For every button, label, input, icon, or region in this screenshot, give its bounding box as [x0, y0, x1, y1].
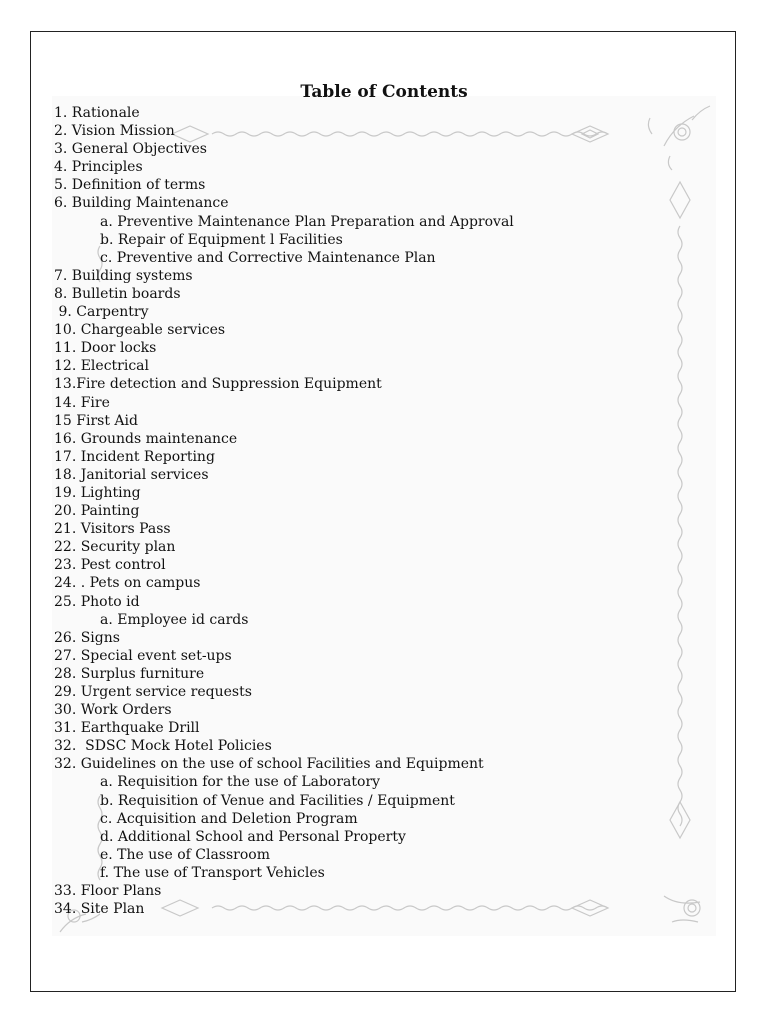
toc-entry: 22. Security plan: [54, 539, 176, 556]
toc-entry: 34. Site Plan: [54, 901, 145, 918]
toc-entry: 1. Rationale: [54, 105, 140, 121]
toc-entry: 6. Building Maintenance: [54, 195, 229, 212]
toc-entry: 8. Bulletin boards: [54, 285, 181, 302]
toc-entry: 4. Principles: [54, 159, 143, 176]
toc-entry: 23. Pest control: [54, 557, 166, 574]
toc-entry: 33. Floor Plans: [54, 883, 162, 900]
toc-entry: 31. Earthquake Drill: [54, 720, 200, 737]
table-of-contents: [54, 104, 514, 918]
toc-entry: 10. Chargeable services: [54, 322, 226, 339]
toc-entry: 7. Building systems: [54, 267, 193, 284]
toc-entry: 20. Painting: [54, 503, 140, 520]
toc-entry: 14. Fire: [54, 394, 110, 411]
toc-entry: 32. Guidelines on the use of school Facilities and Equipment: [54, 756, 484, 773]
toc-subentry: c. Preventive and Corrective Maintenance Plan: [100, 249, 436, 266]
toc-entry: 25. Photo id: [54, 593, 140, 610]
toc-entry: 12. Electrical: [54, 358, 149, 375]
toc-entry: 16. Grounds maintenance: [54, 430, 238, 447]
toc-entry: 15 First Aid: [54, 412, 138, 429]
toc-entry: 21. Visitors Pass: [54, 521, 171, 538]
toc-entry: 9. Carpentry: [54, 304, 149, 321]
toc-entry: 27. Special event set-ups: [54, 647, 232, 664]
toc-entry: 2. Vision Mission: [54, 123, 175, 140]
toc-entry: 11. Door locks: [54, 340, 157, 357]
toc-entry: 29. Urgent service requests: [54, 684, 252, 700]
toc-entry: 5. Definition of terms: [54, 177, 206, 194]
toc-entry: 24. . Pets on campus: [54, 575, 201, 592]
toc-entry: 26. Signs: [54, 629, 120, 646]
toc-entry: 32. SDSC Mock Hotel Policies: [54, 738, 272, 755]
toc-subentry: a. Requisition for the use of Laboratory: [100, 774, 381, 791]
toc-subentry: e. The use of Classroom: [100, 846, 271, 863]
toc-subentry: f. The use of Transport Vehicles: [100, 864, 325, 881]
toc-subentry: c. Acquisition and Deletion Program: [100, 810, 358, 827]
toc-entry: 28. Surplus furniture: [54, 665, 205, 682]
page-title: Table of Contents: [300, 82, 468, 102]
toc-entry: 30. Work Orders: [54, 702, 172, 719]
toc-entry: 17. Incident Reporting: [54, 448, 215, 465]
toc-subentry: d. Additional School and Personal Property: [100, 828, 406, 845]
toc-entry: 3. General Objectives: [54, 141, 207, 158]
toc-entry: 19. Lighting: [54, 484, 141, 501]
toc-subentry: b. Requisition of Venue and Facilities / Equipment: [100, 792, 455, 809]
toc-entry: 13.Fire detection and Suppression Equipment: [54, 376, 382, 393]
toc-subentry: a. Preventive Maintenance Plan Preparation and Approval: [100, 213, 514, 230]
toc-entry: 18. Janitorial services: [54, 466, 209, 483]
toc-subentry: a. Employee id cards: [100, 611, 249, 628]
toc-subentry: b. Repair of Equipment l Facilities: [100, 231, 343, 248]
